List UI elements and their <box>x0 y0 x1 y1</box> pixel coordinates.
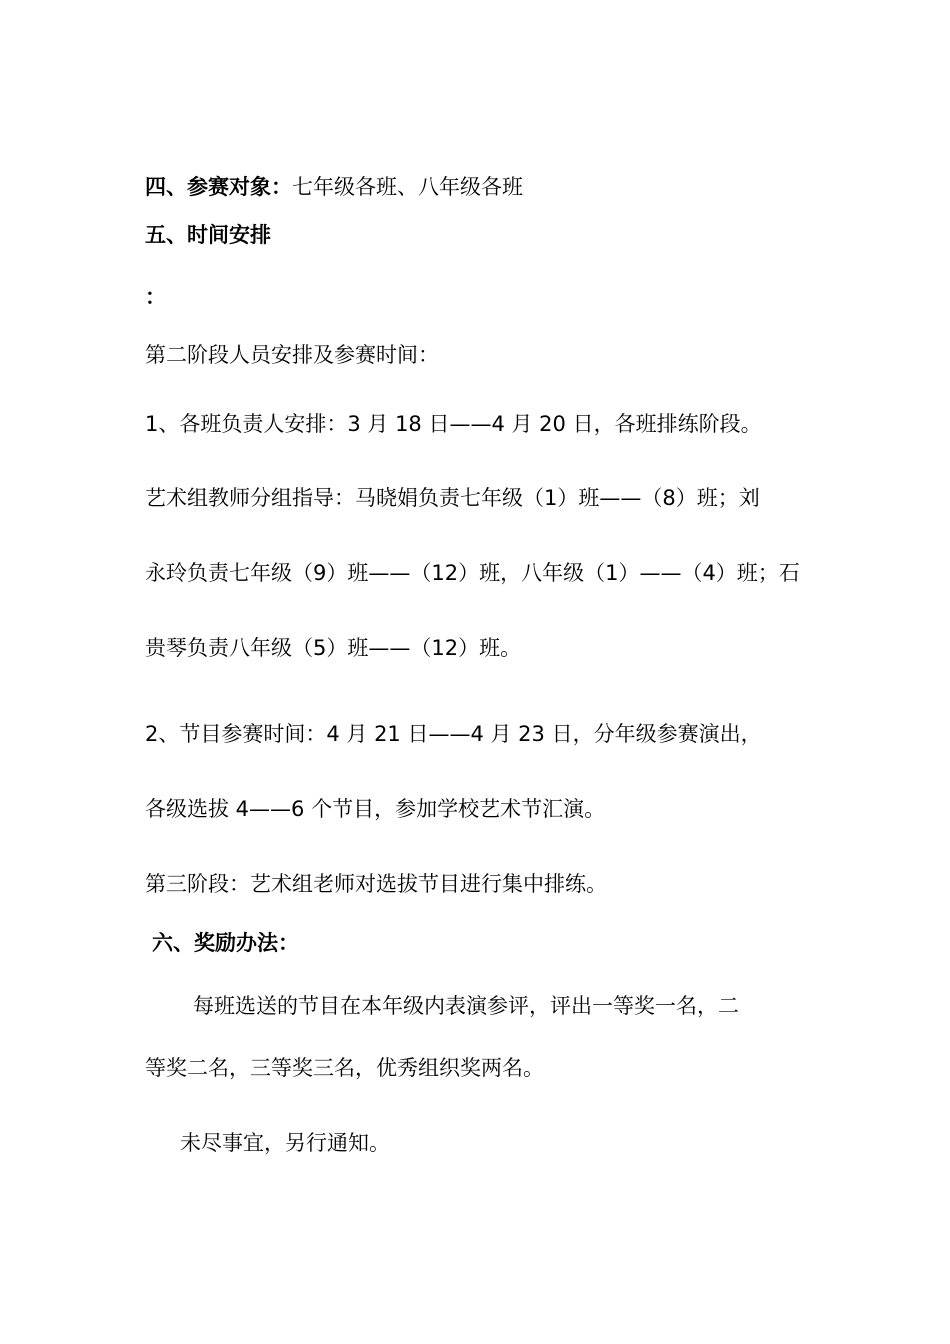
stage3-text: 第三阶段：艺术组老师对选拔节目进行集中排练。 <box>145 872 607 896</box>
stage2-title: 第二阶段人员安排及参赛时间： <box>145 343 439 367</box>
closing-text: 未尽事宜，另行通知。 <box>180 1131 390 1155</box>
item2-line2: 各级选拔 4——6 个节目，参加学校艺术节汇演。 <box>145 797 606 821</box>
item1-line2: 艺术组教师分组指导：马晓娟负责七年级（1）班——（8）班；刘 <box>145 486 760 510</box>
section6-para-line1: 每班选送的节目在本年级内表演参评，评出一等奖一名，二 <box>193 994 739 1018</box>
section5-colon: ： <box>145 285 166 309</box>
section6-heading: 六、奖励办法： <box>152 931 299 955</box>
section4-heading: 四、参赛对象： <box>145 175 292 199</box>
section5-heading: 五、时间安排 <box>145 223 271 247</box>
section4-text: 七年级各班、八年级各班 <box>292 175 523 199</box>
section4-line <box>145 172 523 202</box>
item1-line1: 1、各班负责人安排：3 月 18 日——4 月 20 日，各班排练阶段。 <box>145 412 762 436</box>
item2-line1: 2、节目参赛时间：4 月 21 日——4 月 23 日，分年级参赛演出， <box>145 722 762 746</box>
item1-line3: 永玲负责七年级（9）班——（12）班，八年级（1）——（4）班；石 <box>145 561 800 585</box>
section6-para-line2: 等奖二名，三等奖三名，优秀组织奖两名。 <box>145 1056 544 1080</box>
item1-line4: 贵琴负责八年级（5）班——（12）班。 <box>145 636 522 660</box>
